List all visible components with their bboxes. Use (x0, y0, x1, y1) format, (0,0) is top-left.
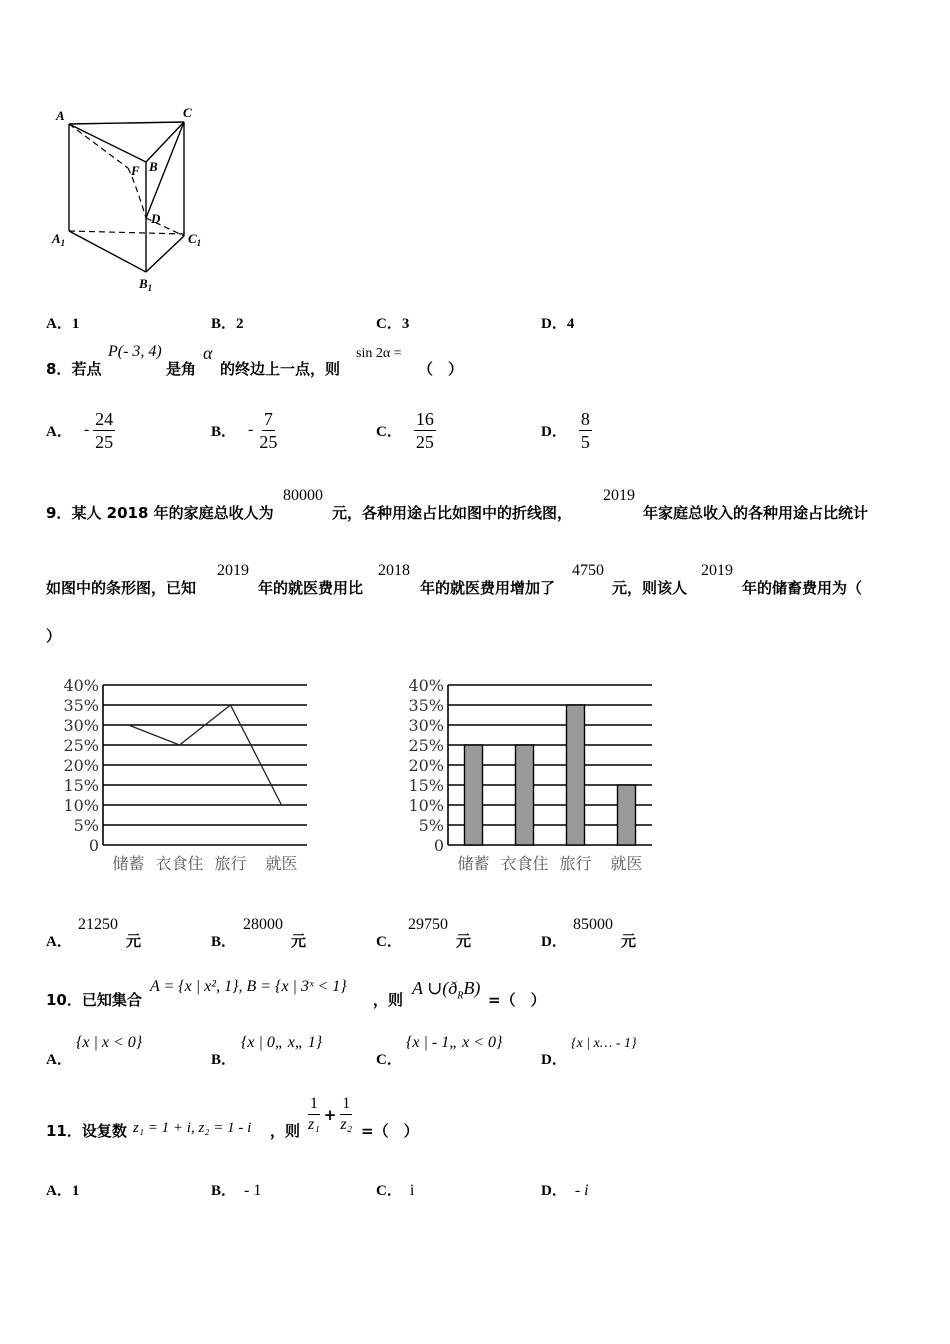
y-tick-label: 30% (408, 716, 444, 735)
option-letter: D． (541, 934, 567, 950)
x-tick-label: 衣食住 (500, 854, 549, 873)
y-tick-label: 15% (63, 776, 99, 795)
x-tick-label: 旅行 (559, 854, 592, 873)
label-D: D (151, 211, 161, 226)
q10-text-1: 已知集合 (81, 991, 142, 1009)
option-letter: B． (211, 1183, 237, 1199)
q9-value-80000: 80000 (283, 487, 323, 504)
bar (465, 745, 483, 845)
line-point (281, 804, 283, 806)
q9-line2-b: 年的就医费用比 (258, 579, 364, 597)
option-value: 21250 (78, 916, 118, 933)
q8-text-3: 的终边上一点，则 (220, 360, 341, 378)
q7-option-a[interactable] (46, 312, 79, 333)
option-unit: 元 (126, 932, 142, 950)
q11-stem (46, 1120, 127, 1141)
q11-expr (306, 1094, 354, 1135)
q11-text-2: ，则 (270, 1122, 301, 1140)
q9-text-2: 元，各种用途占比如图中的折线图， (332, 504, 573, 522)
y-tick-label: 0 (88, 836, 99, 855)
q9-value-2019-b: 2019 (217, 562, 249, 579)
q11-option-c[interactable] (376, 1179, 414, 1200)
q11-paren: =（ ） (361, 1122, 419, 1140)
option-fraction: $\frac{7}{25}$ (259, 408, 278, 452)
option-value: 1 (71, 1183, 80, 1199)
q9-text-1: 某人 2018 年的家庭总收人为 (71, 504, 274, 522)
option-letter: D． (541, 316, 567, 332)
q9-options (46, 916, 746, 952)
option-value: {x | 0„ x„ 1} (241, 1034, 323, 1051)
q8-options (46, 402, 746, 458)
y-tick-label: 20% (408, 756, 444, 775)
label-F: F (131, 163, 140, 178)
q10-expr: A $\cup(ð_RB)$ (412, 978, 481, 1002)
q9-value-2019-c: 2019 (701, 562, 733, 579)
q9-line1-a (46, 502, 274, 523)
bar (618, 785, 636, 845)
q10-paren: =（ ） (488, 991, 546, 1009)
q8-stem (46, 358, 101, 379)
q7-options (46, 312, 646, 332)
x-tick-label: 储蓄 (457, 854, 490, 873)
q9-line2-c: 年的就医费用增加了 (420, 579, 556, 597)
option-value: {x | x… - 1} (571, 1036, 637, 1051)
q8-paren: （ ） (418, 360, 464, 378)
q11-option-b[interactable] (211, 1179, 261, 1200)
q7-option-b[interactable] (211, 312, 244, 333)
option-letter: C． (376, 423, 402, 440)
option-letter: A． (46, 934, 72, 950)
y-tick-label: 35% (408, 696, 444, 715)
option-sign: - (83, 421, 90, 438)
option-fraction: $\frac{24}{25}$ (95, 408, 114, 452)
x-tick-label: 旅行 (214, 854, 247, 873)
q9-line2-a: 如图中的条形图，已知 (46, 579, 197, 597)
q8-option-a[interactable] (46, 402, 115, 458)
x-tick-label: 衣食住 (155, 854, 204, 873)
y-tick-label: 0 (433, 836, 444, 855)
option-value: 4 (566, 316, 575, 332)
question-number: 10． (46, 991, 82, 1009)
fraction-2: $\frac{1}{\text{z₂}}$ (340, 1095, 353, 1133)
option-letter: B． (211, 423, 237, 440)
option-letter: C． (376, 1183, 402, 1199)
label-A: A (56, 108, 65, 123)
option-value: 28000 (243, 916, 283, 933)
option-unit: 元 (291, 932, 307, 950)
option-value: {x | - 1„ x < 0} (406, 1034, 503, 1051)
q8-option-c[interactable] (376, 402, 436, 458)
q11-z: z₁ = 1 + i, z₂ = 1 - i (133, 1120, 252, 1136)
q9-value-4750: 4750 (572, 562, 604, 579)
option-fraction: $\frac{16}{25}$ (415, 408, 434, 452)
q9-value-2018: 2018 (378, 562, 410, 579)
y-tick-label: 40% (408, 676, 444, 695)
option-value: {x | x < 0} (76, 1034, 143, 1051)
option-letter: B． (211, 316, 237, 332)
q7-option-d[interactable] (541, 312, 574, 333)
q9-text-3: 年家庭总收入的各种用途占比统计 (643, 504, 869, 522)
label-A1: $A_1$ (52, 231, 66, 248)
q9-value-2019-a: 2019 (603, 487, 635, 504)
line-chart (55, 675, 325, 885)
plus-sign: + (323, 1105, 337, 1124)
q10-sets: A = {x | x², 1}, B = {x | 3ˣ < 1} (150, 978, 347, 995)
option-letter: C． (376, 1052, 402, 1068)
prism-figure (40, 100, 220, 300)
option-value: 85000 (573, 916, 613, 933)
option-value: 1 (71, 316, 80, 332)
y-tick-label: 10% (63, 796, 99, 815)
option-letter: C． (376, 316, 402, 332)
y-tick-label: 20% (63, 756, 99, 775)
option-letter: D． (541, 1183, 567, 1199)
label-C: C (183, 105, 192, 120)
option-fraction: $\frac{8}{5}$ (580, 408, 590, 452)
q11-text-1: 设复数 (81, 1122, 127, 1140)
y-tick-label: 25% (408, 736, 444, 755)
y-tick-label: 5% (73, 816, 99, 835)
q9-line2-e: 年的储畜费用为（ (742, 579, 863, 597)
q8-alpha: α (203, 343, 213, 363)
fraction-1: $\frac{1}{\text{z₁}}$ (308, 1095, 320, 1133)
q11-option-a[interactable] (46, 1179, 79, 1200)
q10-text-2: ，则 (373, 991, 404, 1009)
q11-option-d[interactable] (541, 1179, 589, 1200)
q10-options (46, 1034, 746, 1068)
q7-option-c[interactable] (376, 312, 409, 333)
y-tick-label: 40% (63, 676, 99, 695)
x-tick-label: 储蓄 (112, 854, 145, 873)
y-tick-label: 5% (418, 816, 444, 835)
option-letter: A． (46, 316, 72, 332)
line-point (230, 704, 232, 706)
label-B1: $B_1$ (139, 276, 153, 293)
bar (516, 745, 534, 845)
question-number: 11． (46, 1122, 82, 1140)
option-value: 3 (401, 316, 410, 332)
label-C1: $C_1$ (188, 231, 202, 248)
y-tick-label: 15% (408, 776, 444, 795)
q8-option-d[interactable] (541, 402, 592, 458)
y-tick-label: 10% (408, 796, 444, 815)
q8-expr: sin 2α = (356, 346, 402, 361)
option-value: - 1 (244, 1182, 262, 1199)
option-sign: - (248, 421, 254, 438)
x-tick-label: 就医 (610, 854, 643, 873)
q9-line2-d: 元，则该人 (612, 579, 688, 597)
option-letter: A． (46, 423, 72, 440)
q11-options (46, 1179, 746, 1201)
q8-text-2: 是角 (166, 360, 197, 378)
q9-line3: ） (46, 627, 62, 645)
option-value: i (409, 1182, 415, 1199)
option-value: 2 (236, 316, 244, 332)
line-series (129, 705, 282, 805)
option-letter: D． (541, 423, 567, 440)
option-unit: 元 (456, 932, 472, 950)
option-letter: B． (211, 934, 237, 950)
bar (567, 705, 585, 845)
question-number: 8． (46, 360, 72, 378)
y-tick-label: 35% (63, 696, 99, 715)
option-letter: A． (46, 1183, 72, 1199)
bar-chart (400, 675, 670, 885)
option-letter: A． (46, 1052, 72, 1068)
option-value: 29750 (408, 916, 448, 933)
option-value: - i (574, 1182, 589, 1199)
q8-point: P(- 3, 4) (108, 343, 162, 360)
option-unit: 元 (621, 932, 637, 950)
q10-stem (46, 989, 142, 1010)
x-tick-label: 就医 (265, 854, 298, 873)
option-letter: B． (211, 1052, 237, 1068)
option-letter: D． (541, 1052, 567, 1068)
question-number: 9． (46, 504, 72, 522)
line-point (128, 724, 130, 726)
y-tick-label: 30% (63, 716, 99, 735)
y-tick-label: 25% (63, 736, 99, 755)
label-B: B (149, 159, 158, 174)
option-letter: C． (376, 934, 402, 950)
line-point (179, 744, 181, 746)
q8-option-b[interactable] (211, 402, 279, 458)
q8-text-1: 若点 (71, 360, 102, 378)
